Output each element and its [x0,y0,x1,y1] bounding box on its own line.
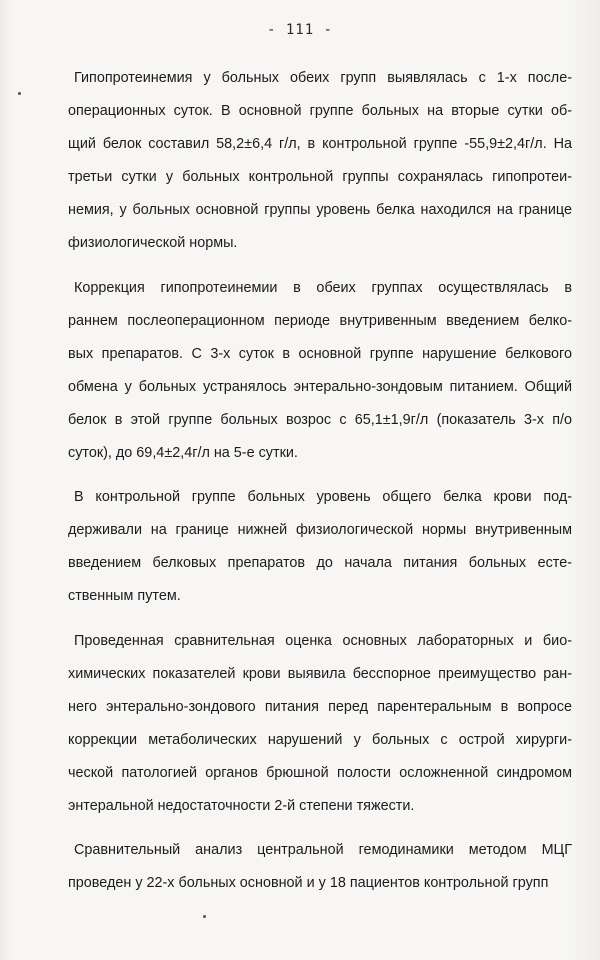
text-line: держивали на границе нижней физиологической нормы внутривенным [68,522,572,539]
text-line: Проведенная сравнительная оценка основных лабораторных и био- [74,632,572,649]
text-line: щий белок составил 58,2±6,4 г/л, в контрольной группе -55,9±2,4г/л. На [68,136,572,153]
paragraph-hemodynamics [68,834,572,900]
scan-speck [18,92,21,95]
text-line: В контрольной группе больных уровень общего белка крови под- [74,489,572,506]
text-line: введением белковых препаратов до начала питания больных есте- [68,555,572,572]
text-line: ческой патологией органов брюшной полости осложненной синдромом [68,764,572,781]
text-line: немия, у больных основной группы уровень белка находился на границе [68,202,572,219]
paragraph-hypoproteinemia [68,62,572,261]
text-line: коррекции метаболических нарушений у больных с острой хирурги- [68,731,572,748]
text-line: химических показателей крови выявила бесспорное преимущество ран- [68,665,572,682]
text-line: энтеральной недостаточности 2-й степени тяжести. [68,797,415,814]
scan-speck [203,915,206,918]
text-line: третьи сутки у больных контрольной группы сохранялась гипопротеи- [68,169,572,186]
paragraph-correction [68,272,572,471]
text-line: Гипопротеинемия у больных обеих групп выявлялась с 1-х после- [74,70,572,86]
text-line: суток), до 69,4±2,4г/л на 5-е сутки. [68,445,298,462]
text-line: раннем послеоперационном периоде внутривенным введением белко- [68,312,572,329]
text-line: физиологической нормы. [68,235,238,252]
body-text [68,62,572,911]
paragraph-control-group [68,481,572,613]
text-line: него энтерально-зондового питания перед парентеральным в вопросе [68,698,572,715]
text-line: проведен у 22-х больных основной и у 18 пациентов контрольной групп [68,875,549,892]
text-line: ственным путем. [68,588,181,605]
paragraph-comparative-assessment [68,625,572,824]
page-number: - 111 - [266,22,333,38]
text-line: вых препаратов. С 3-х суток в основной группе нарушение белкового [68,345,572,362]
text-line: Коррекция гипопротеинемии в обеих группах осуществлялась в [74,279,572,296]
text-line: белок в этой группе больных возрос с 65,1±1,9г/л (показатель 3-х п/о [68,411,572,428]
text-line: Сравнительный анализ центральной гемодинамики методом МЦГ [74,842,572,859]
text-line: обмена у больных устранялось энтерально-зондовым питанием. Общий [68,378,572,395]
text-line: операционных суток. В основной группе больных на вторые сутки об- [68,103,572,120]
